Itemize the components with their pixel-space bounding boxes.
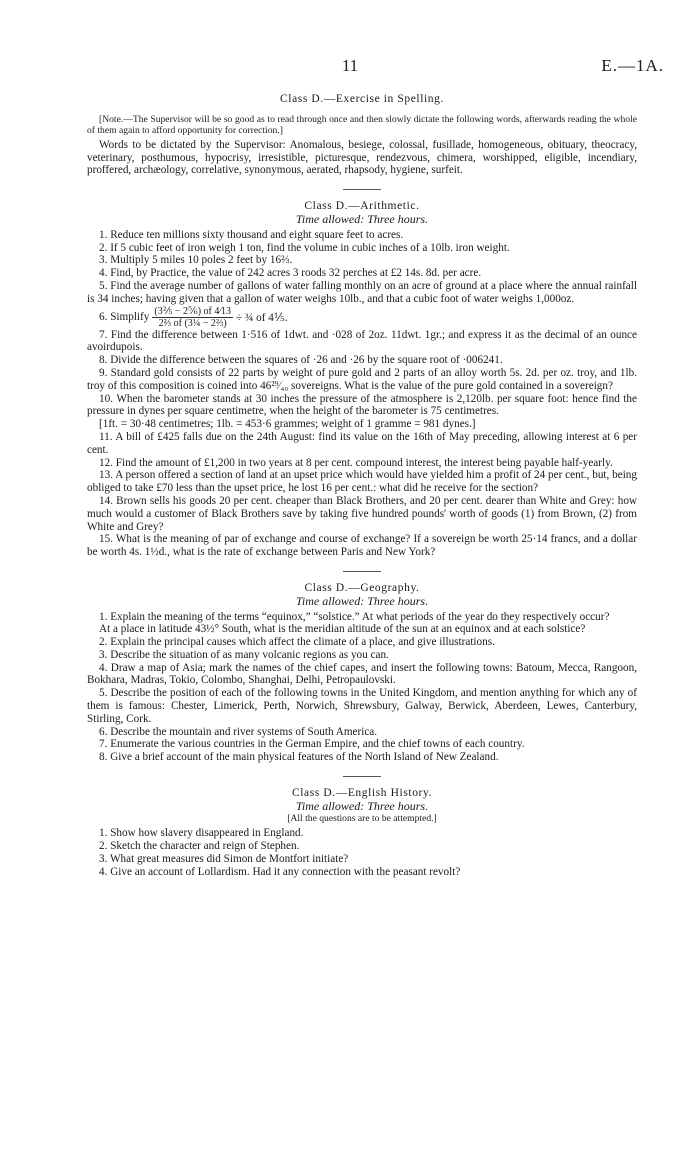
geography-time: Time allowed: Three hours. — [295, 593, 429, 608]
question: 5. Describe the position of each of the following towns in the United Kingdom, and mention anything for which any of them is famous: Chester, Limerick, Perth, Norwich, Shrewsbury, Galway, Berwick, Aberdeen, Lewes, Canterbury, Stirling, Cork. — [87, 687, 637, 725]
document-reference: E.—1A. — [601, 56, 664, 75]
question: 1. Explain the meaning of the terms “equinox,” “solstice.” At what periods of the year do they respectively occur? — [99, 610, 610, 623]
history-note: [All the questions are to be attempted.] — [287, 812, 437, 824]
page-number: 11 — [341, 56, 359, 75]
question: 7. Enumerate the various countries in the German Empire, and the chief towns of each country. — [99, 738, 525, 751]
history-heading: Class D.—English History. — [291, 787, 433, 800]
question: 3. Multiply 5 miles 10 poles 2 feet by 16⅔. — [99, 254, 293, 267]
question: 8. Give a brief account of the main physical features of the North Island of New Zealand. — [99, 751, 499, 764]
geography-heading: Class D.—Geography. — [304, 581, 420, 594]
question-6-fraction — [152, 306, 233, 329]
question: 2. Explain the principal causes which affect the climate of a place, and give illustrations. — [99, 636, 495, 649]
page-content — [87, 93, 637, 879]
question: At a place in latitude 43½° South, what is the meridian altitude of the sun at an equinox and at each solstice? — [99, 623, 586, 636]
question: 10. When the barometer stands at 30 inches the pressure of the atmosphere is 2,120lb. per square foot: hence find the pressure in dynes per square centimetre, when the height of the barometer is 75 centimetres. — [87, 392, 637, 418]
question-6-tail: ÷ ¾ of 4⅕. — [236, 311, 288, 324]
question: 5. Find the average number of gallons of water falling monthly on an acre of ground at a place where the annual rainfall is 34 inches; having given that a gallon of water weighs 10lb., and that a cubic foot of water weighs 1,000oz. — [87, 279, 637, 305]
question-6 — [87, 306, 637, 329]
arithmetic-heading: Class D.—Arithmetic. — [304, 200, 420, 213]
spelling-note: [Note.—The Supervisor will be so good as to read through once and then slowly dictate the following words, afterwards reading the whole of them again to afford opportunity for correction.] — [87, 113, 637, 137]
arithmetic-time: Time allowed: Three hours. — [295, 211, 429, 226]
spelling-words: Words to be dictated by the Supervisor: Anomalous, besiege, colossal, fusillade, homogeneous, obituary, theocracy, veterinary, posthumous, hypocrisy, irresistible, picturesque, rendezvous, chimera, worshipped, eligible, incendiary, proffered, archæology, correlative, synonymous, aerated, rhapsody, hygiene, surfeit. — [87, 138, 637, 177]
question: 15. What is the meaning of par of exchange and course of exchange? If a sovereign be worth 25·14 francs, and a dollar be worth 4s. 1½d., what is the rate of exchange between Paris and New York? — [87, 533, 637, 559]
question: 1. Reduce ten millions sixty thousand and eight square feet to acres. — [99, 228, 404, 241]
question: 4. Draw a map of Asia; mark the names of the chief capes, and insert the following towns: Batoum, Mecca, Rangoon, Bokhara, Madras, Tokio, Colombo, Shanghai, Delhi, Petropaulovski. — [87, 661, 637, 687]
fraction-numerator: (3⅖ − 2⅚) of 4⁄13 — [154, 305, 232, 317]
question: 12. Find the amount of £1,200 in two years at 8 per cent. compound interest, the interest being payable half-yearly. — [99, 456, 613, 469]
question: 13. A person offered a section of land at an upset price which would have yielded him a profit of 24 per cent., but, being obliged to take £70 less than the upset price, he lost 16 per cent.: what did he receive for the section? — [87, 469, 637, 495]
conversion-note: [1ft. = 30·48 centimetres; 1lb. = 453·6 grammes; weight of 1 gramme = 981 dynes.] — [99, 418, 476, 431]
question: 2. If 5 cubic feet of iron weigh 1 ton, find the volume in cubic inches of a 10lb. iron weight. — [99, 241, 510, 254]
history-time: Time allowed: Three hours. — [295, 798, 429, 813]
page-header — [0, 56, 700, 78]
question: 14. Brown sells his goods 20 per cent. cheaper than Black Brothers, and 20 per cent. dearer than White and Grey: how much would a customer of Black Brothers save by taking five hundred pounds' worth of goods (1) from Brown, (2) from White and Grey? — [87, 494, 637, 533]
question: 6. Describe the mountain and river systems of South America. — [99, 725, 378, 738]
question: 3. What great measures did Simon de Montfort initiate? — [99, 853, 349, 866]
question: 1. Show how slavery disappeared in England. — [99, 827, 304, 840]
question: 4. Find, by Practice, the value of 242 acres 3 roods 32 perches at £2 14s. 8d. per acre. — [99, 267, 482, 280]
question-6-label: 6. Simplify — [99, 311, 150, 324]
question: 2. Sketch the character and reign of Stephen. — [99, 840, 300, 853]
question: 9. Standard gold consists of 22 parts by weight of pure gold and 2 parts of an alloy worth 5s. 2d. per oz. troy, and 1lb. troy of this composition is coined into 46²⁹⁄₄₀ sovereigns. What is the value of the pure gold contained in a sovereign? — [87, 366, 637, 392]
question: 8. Divide the difference between the squares of ·26 and ·26 by the square root of ·006241. — [99, 354, 503, 367]
spelling-heading: Class D.—Exercise in Spelling. — [280, 93, 444, 105]
question: 11. A bill of £425 falls due on the 24th August: find its value on the 16th of May preceding, allowing interest at 6 per cent. — [87, 430, 637, 456]
question: 7. Find the difference between 1·516 of 1dwt. and ·028 of 2oz. 11dwt. 1gr.; and express it as the decimal of an ounce avoirdupois. — [87, 328, 637, 354]
fraction-denominator: 2⅔ of (3¼ − 2⅔) — [158, 317, 227, 329]
question: 3. Describe the situation of as many volcanic regions as you can. — [99, 648, 389, 661]
question: 4. Give an account of Lollardism. Had it any connection with the peasant revolt? — [99, 865, 461, 878]
